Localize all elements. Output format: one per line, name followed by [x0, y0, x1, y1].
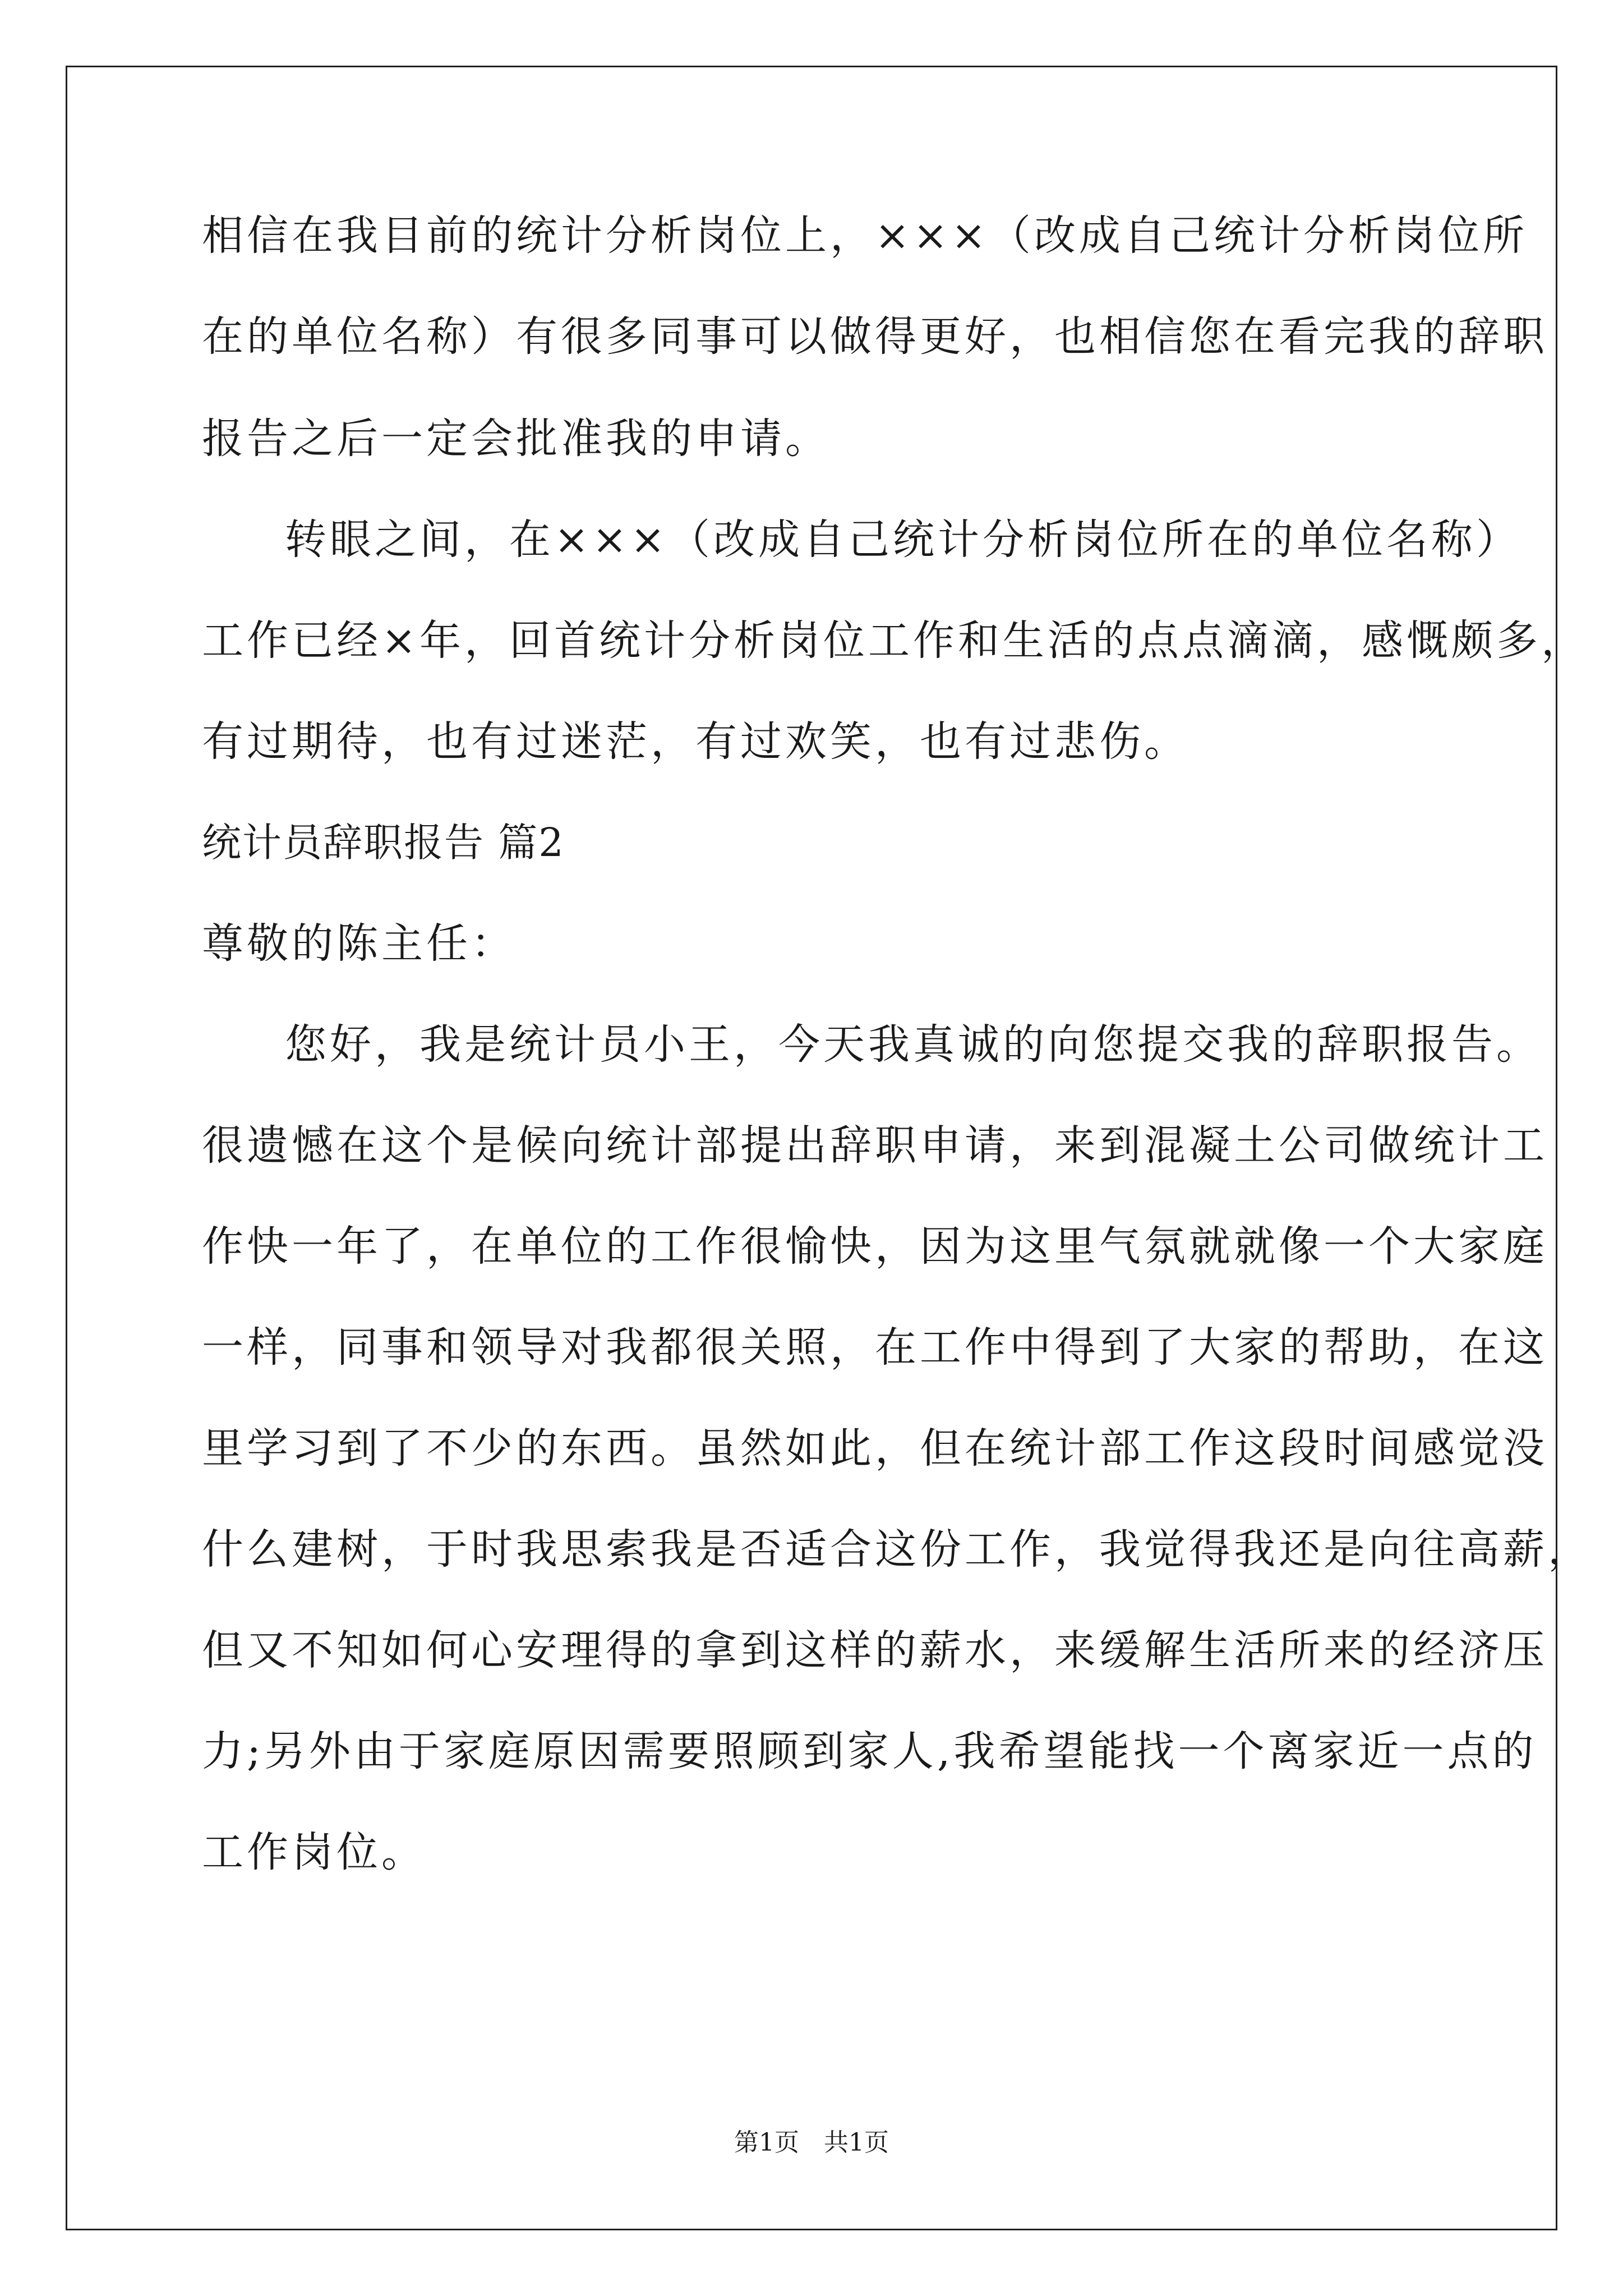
paragraph-line: 相信在我目前的统计分析岗位上，×××（改成自己统计分析岗位所 — [202, 211, 1528, 260]
page-footer: 第1页 共1页 — [734, 2128, 889, 2157]
paragraph-line: 报告之后一定会批准我的申请。 — [202, 415, 830, 463]
paragraph-line: 在的单位名称）有很多同事可以做得更好，也相信您在看完我的辞职 — [202, 312, 1548, 361]
paragraph-line: 作快一年了，在单位的工作很愉快，因为这里气氛就就像一个大家庭 — [202, 1222, 1548, 1271]
paragraph-line: 很遗憾在这个是候向统计部提出辞职申请，来到混凝土公司做统计工 — [202, 1121, 1548, 1170]
paragraph-line: 什么建树，于时我思索我是否适合这份工作，我觉得我还是向往高薪， — [202, 1525, 1593, 1573]
paragraph-line: 您好，我是统计员小王，今天我真诚的向您提交我的辞职报告。 — [285, 1020, 1541, 1069]
paragraph-line: 转眼之间，在×××（改成自己统计分析岗位所在的单位名称） — [285, 516, 1521, 564]
paragraph-line: 力;另外由于家庭原因需要照顾到家人,我希望能找一个离家近一点的 — [202, 1727, 1537, 1775]
salutation: 尊敬的陈主任： — [202, 919, 516, 968]
paragraph-line: 工作岗位。 — [202, 1828, 426, 1876]
section-title: 统计员辞职报告 篇2 — [202, 820, 565, 866]
paragraph-line: 但又不知如何心安理得的拿到这样的薪水，来缓解生活所来的经济压 — [202, 1626, 1548, 1674]
paragraph-line: 里学习到了不少的东西。虽然如此，但在统计部工作这段时间感觉没 — [202, 1424, 1548, 1473]
paragraph-line: 工作已经×年，回首统计分析岗位工作和生活的点点滴滴，感慨颇多， — [202, 616, 1587, 665]
paragraph-line: 一样，同事和领导对我都很关照，在工作中得到了大家的帮助，在这 — [202, 1323, 1548, 1372]
paragraph-line: 有过期待，也有过迷茫，有过欢笑，也有过悲伤。 — [202, 717, 1189, 766]
